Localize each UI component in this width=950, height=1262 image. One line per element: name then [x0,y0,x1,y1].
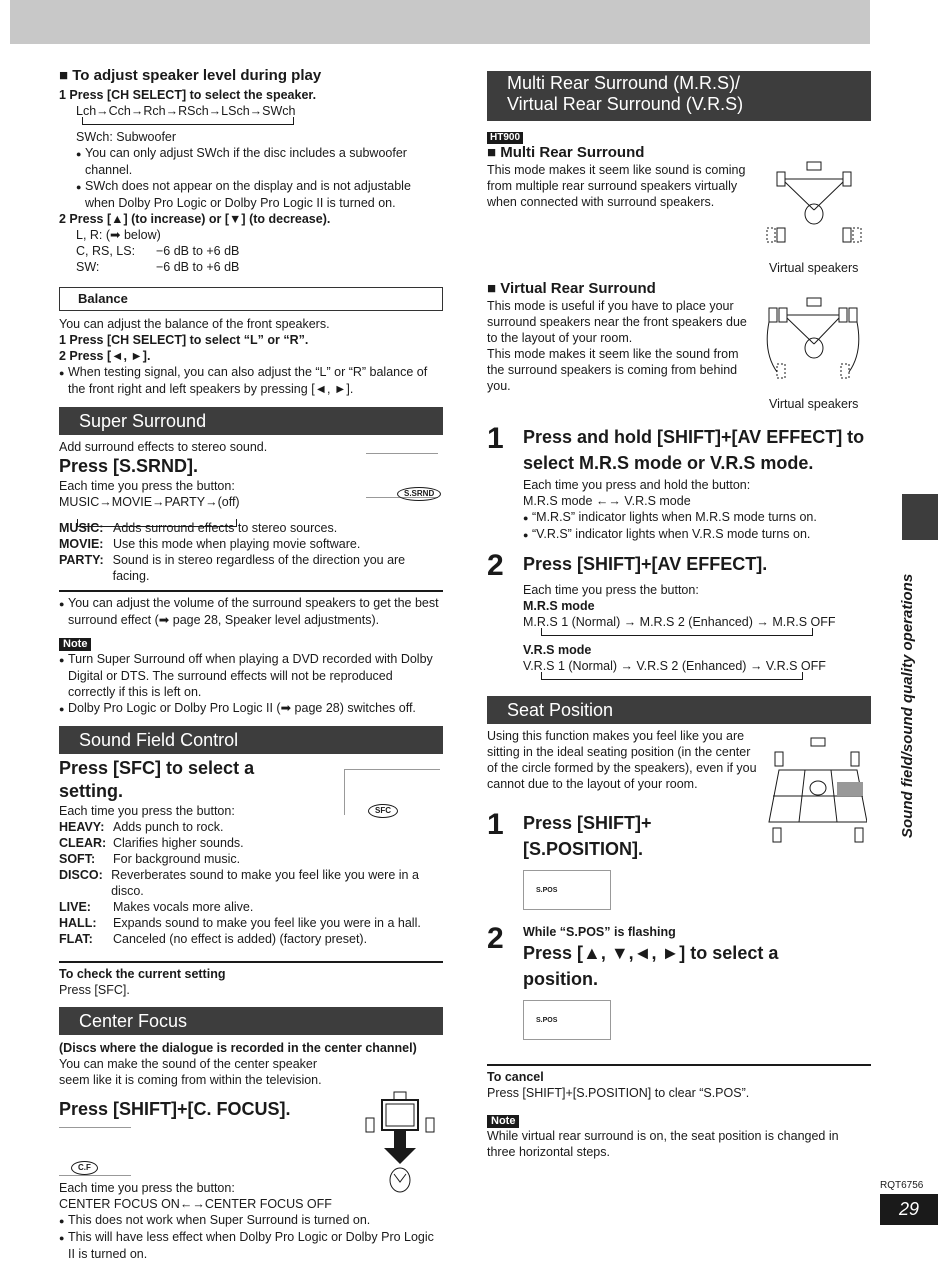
speaker-sequence: Lch→Cch→Rch→RSch→LSch→SWch [76,104,296,118]
sfc-mode-row: HALL: Expands sound to make you feel like you were in a hall. [59,916,421,930]
note-tag: Note [59,638,91,651]
ss-each: Each time you press the button: [59,479,235,493]
cancel-heading: To cancel [487,1070,544,1084]
remote-line [59,1175,131,1176]
mrs-speaker-diagram [763,152,863,248]
sp-step2-sub: While “S.POS” is flashing [523,925,676,939]
ss-bullet: ● You can adjust the volume of the surround speakers to get the best surround effect (➡ page 28, Speaker level adjustments). [59,595,443,628]
virtual-speakers-caption: Virtual speakers [769,397,859,411]
sp-step-number-2: 2 [487,922,504,955]
cycle-arrow [541,628,813,636]
cf-button-icon: C.F [71,1161,98,1175]
seat-position-title: Seat Position [487,696,871,724]
vrs-heading: ■ Virtual Rear Surround [487,280,656,297]
sfc-mode-row: FLAT: Canceled (no effect is added) (factory preset). [59,932,368,946]
remote-line [366,453,438,454]
lr-label: L, R: (➡ below) [76,228,161,242]
adjust-bullet-1: ● You can only adjust SWch if the disc includes a subwoofer channel. [76,145,443,178]
spos-display-label: S.POS [536,887,558,894]
sfc-mode-row: CLEAR: Clarifies higher sounds. [59,836,244,850]
divider [59,961,443,963]
adjust-step1: 1 Press [CH SELECT] to select the speaker. [59,88,317,102]
sp-text: Using this function makes you feel like you are sitting in the ideal seating position (in the center of the circle formed by the speakers), even if you cannot due to the layout of your room. [487,729,757,791]
note-bullet-1: ● Turn Super Surround off when playing a DVD recorded with Dolby Digital or DTS. The surround effects will not be reproduced correctly if this is left on. [59,651,443,700]
cf-each: Each time you press the button: [59,1181,235,1195]
sfc-mode-row: SOFT: For background music. [59,852,241,866]
step1-sequence: M.R.S mode ←→ V.R.S mode [523,494,691,508]
vrs-text-1: This mode is useful if you have to place your surround speakers near the front speakers due to the layout of your room. [487,299,747,345]
note-bullet-2: ● Dolby Pro Logic or Dolby Pro Logic II (➡ page 28) switches off. [59,700,443,717]
cf-press: Press [SHIFT]+[C. FOCUS]. [59,1099,291,1119]
step2-press: Press [SHIFT]+[AV EFFECT]. [523,554,768,574]
adjust-bullet-2: ● SWch does not appear on the display and is not adjustable when Dolby Pro Logic or Dolby Pro Logic II is turned on. [76,178,443,211]
step1-press: Press and hold [SHIFT]+[AV EFFECT] to select M.R.S mode or V.R.S mode. [523,427,865,473]
sfc-mode-row: LIVE: Makes vocals more alive. [59,900,254,914]
doc-code: RQT6756 [880,1180,924,1191]
ss-sequence: MUSIC→MOVIE→PARTY→(off) [59,495,240,509]
step1-bullet-2: ● “V.R.S” indicator lights when V.R.S mode turns on. [523,526,871,543]
balance-text: You can adjust the balance of the front speakers. [59,317,330,331]
sfc-title: Sound Field Control [59,726,443,754]
page-number: 29 [880,1194,938,1225]
balance-title: Balance [59,287,443,311]
cycle-arrow [541,672,803,680]
spos-display [523,870,611,910]
side-vertical-label: Sound field/sound quality operations [899,573,916,838]
balance-bullet: ● When testing signal, you can also adjust the “L” or “R” balance of the front right and left speakers by pressing [◄, ►]. [59,364,443,397]
balance-step2: 2 Press [◄, ►]. [59,349,151,363]
mrs-title-line1: Multi Rear Surround (M.R.S)/ [507,73,741,93]
note-text: While virtual rear surround is on, the seat position is changed in three horizontal steps. [487,1129,839,1159]
sp-step2-press: Press [▲, ▼,◄, ►] to select a position. [523,943,779,989]
cf-sequence: CENTER FOCUS ON←→CENTER FOCUS OFF [59,1197,332,1211]
divider [487,1064,871,1066]
step1-each: Each time you press and hold the button: [523,478,751,492]
sfc-press: Press [SFC] to select a setting. [59,758,255,801]
cycle-arrow [77,519,237,527]
spos-display-label: S.POS [536,1017,558,1024]
vrs-mode-sequence: V.R.S 1 (Normal) → V.R.S 2 (Enhanced) → V.R.S OFF [523,659,826,673]
ss-mode-row: MUSIC: Adds surround effects to stereo sources. [59,521,338,535]
mrs-vrs-title [487,71,871,121]
note-tag: Note [487,1115,519,1128]
sfc-mode-row: DISCO: Reverberates sound to make you feel like you were in a disco. [59,868,419,898]
range-row: C, RS, LS: −6 dB to +6 dB [76,244,240,258]
left-column [59,67,443,1262]
cf-subtitle: (Discs where the dialogue is recorded in the center channel) [59,1041,417,1055]
step2-each: Each time you press the button: [523,583,699,597]
sp-step1-press: Press [SHIFT]+ [S.POSITION]. [523,813,652,859]
right-column [487,71,871,1160]
adjust-title: ■ To adjust speaker level during play [59,67,322,84]
sfc-each: Each time you press the button: [59,804,235,818]
adjust-step2: 2 Press [▲] (to increase) or [▼] (to decrease). [59,212,331,226]
cf-bullet-1: ● This does not work when Super Surround is turned on. [59,1212,443,1229]
center-focus-diagram [364,1090,436,1200]
super-surround-title: Super Surround [59,407,443,435]
remote-line [59,1127,131,1128]
divider [59,590,443,592]
mrs-text: This mode makes it seem like sound is coming from multiple rear surround speakers virtually when connected with surround speakers. [487,163,746,209]
ss-press: Press [S.SRND]. [59,456,199,476]
ss-mode-row: MOVIE: Use this mode when playing movie software. [59,537,361,551]
sfc-button-icon: SFC [368,804,398,818]
cf-bullet-2: ● This will have less effect when Dolby Pro Logic or Dolby Pro Logic II is turned on. [59,1229,443,1262]
sfc-check-heading: To check the current setting [59,967,226,981]
spos-display [523,1000,611,1040]
step-number-1: 1 [487,422,504,455]
ss-intro: Add surround effects to stereo sound. [59,440,268,454]
cancel-text: Press [SHIFT]+[S.POSITION] to clear “S.POS”. [487,1086,750,1100]
mrs-mode-sequence: M.R.S 1 (Normal) → M.R.S 2 (Enhanced) → M.R.S OFF [523,615,836,629]
cycle-arrow [82,117,294,125]
sfc-check-text: Press [SFC]. [59,983,130,997]
sp-step-number-1: 1 [487,808,504,841]
virtual-speakers-caption: Virtual speakers [769,261,859,275]
range-row: SW: −6 dB to +6 dB [76,260,240,274]
header-bar [10,0,870,44]
vrs-mode-heading: V.R.S mode [523,643,592,657]
ht900-tag: HT900 [487,132,523,144]
s-srnd-button-icon: S.SRND [397,487,441,501]
vrs-speaker-diagram [763,292,863,388]
mrs-title-line2: Virtual Rear Surround (V.R.S) [507,94,744,114]
center-focus-title: Center Focus [59,1007,443,1035]
vrs-text-2: This mode makes it seem like the sound from the surround speakers is coming from behind you. [487,347,739,393]
balance-step1: 1 Press [CH SELECT] to select “L” or “R”. [59,333,309,347]
step1-bullet-1: ● “M.R.S” indicator lights when M.R.S mode turns on. [523,509,871,526]
sfc-mode-row: HEAVY: Adds punch to rock. [59,820,224,834]
step-number-2: 2 [487,549,504,582]
ss-mode-row: PARTY: Sound is in stereo regardless of the direction you are facing. [59,553,406,583]
side-tab [902,494,938,540]
cf-text: You can make the sound of the center speaker seem like it is coming from within the television. [59,1057,322,1087]
mrs-mode-heading: M.R.S mode [523,599,595,613]
swch-label: SWch: Subwoofer [76,130,177,144]
mrs-heading: ■ Multi Rear Surround [487,144,645,161]
